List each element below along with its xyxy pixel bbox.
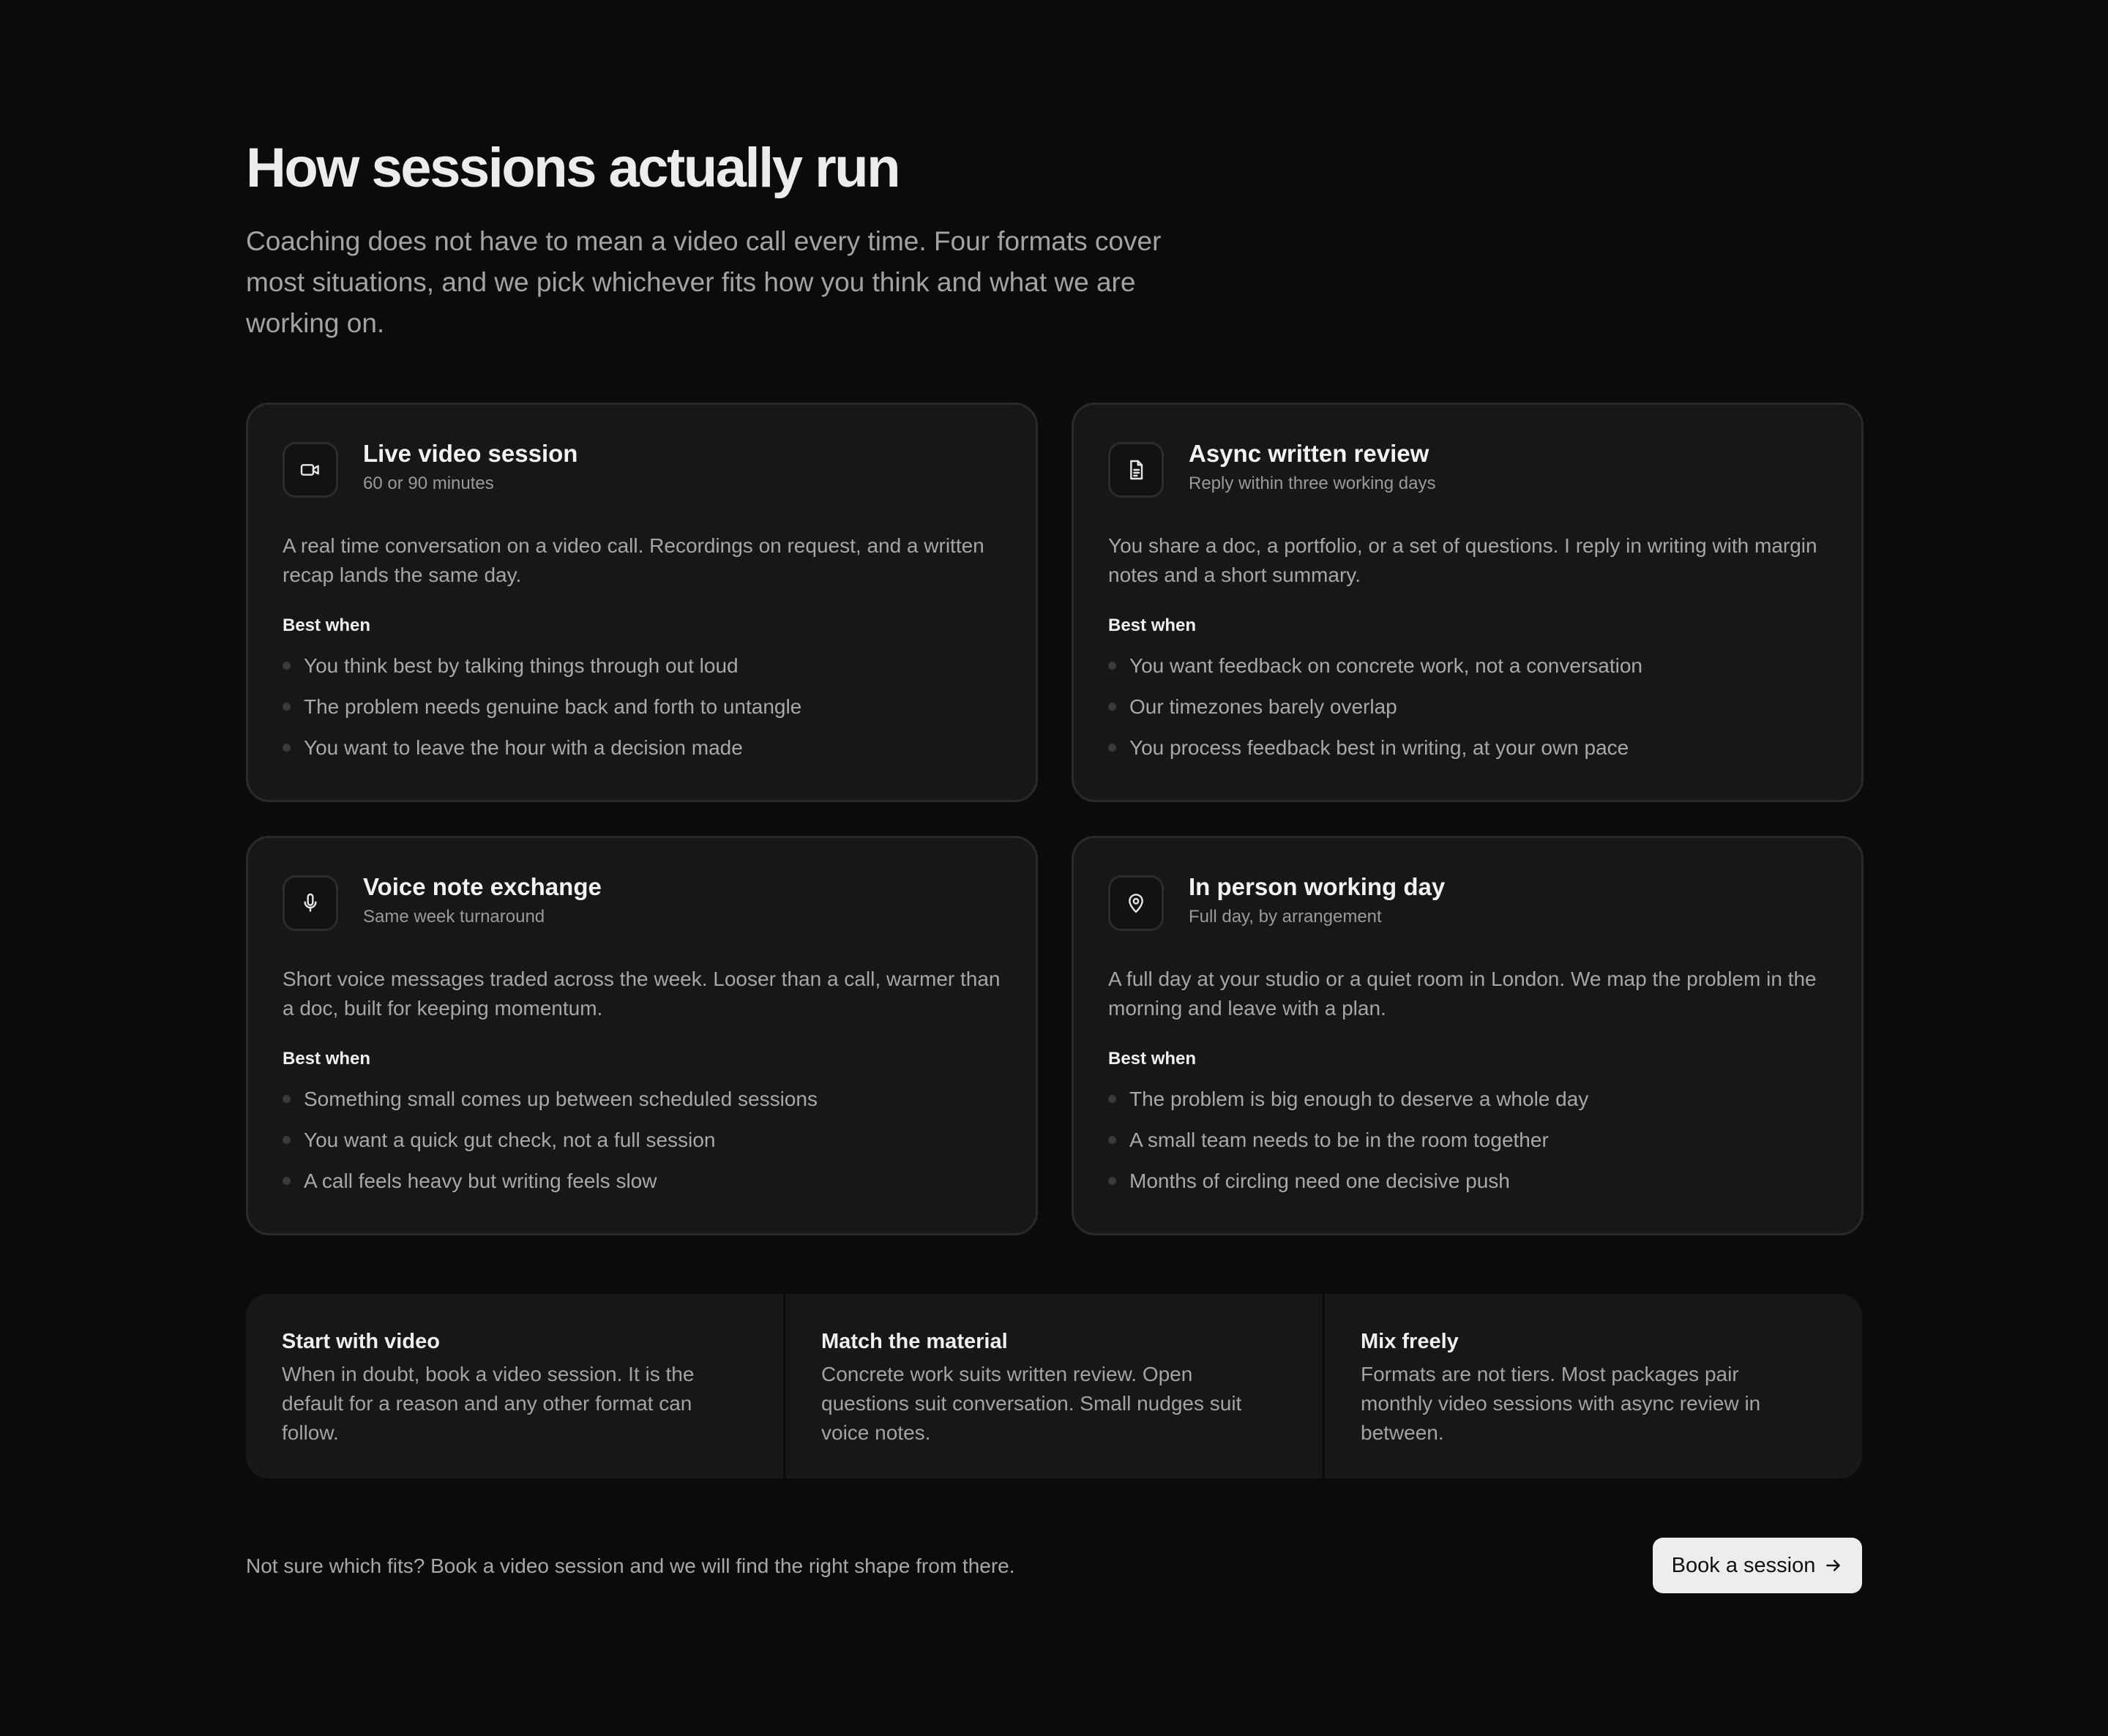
- card-header: [1108, 872, 1827, 937]
- tip-match-the-material: [783, 1294, 1323, 1478]
- tip-title: Start with video: [282, 1330, 440, 1353]
- list-item: Our timezones barely overlap: [1108, 686, 1827, 727]
- card-heading: [363, 872, 602, 929]
- format-card-in-person: [1072, 836, 1864, 1235]
- list-item: You think best by talking things through out loud: [283, 646, 1001, 686]
- format-card-live-video: [246, 403, 1038, 802]
- list-item: The problem needs genuine back and forth to untangle: [283, 686, 1001, 727]
- card-subtitle: Reply within three working days: [1189, 474, 1436, 493]
- tip-start-with-video: [246, 1294, 783, 1478]
- card-title: Voice note exchange: [363, 873, 602, 900]
- microphone-icon: [283, 875, 338, 931]
- list-item: You process feedback best in writing, at your own pace: [1108, 727, 1827, 768]
- list-item: Months of circling need one decisive push: [1108, 1161, 1827, 1202]
- card-description: A full day at your studio or a quiet room in London. We map the problem in the morning and leave with a plan.: [1108, 968, 1817, 1019]
- card-description: You share a doc, a portfolio, or a set of questions. I reply in writing with margin notes and a short summary.: [1108, 534, 1817, 586]
- format-card-voice-note: [246, 836, 1038, 1235]
- card-description: Short voice messages traded across the week. Looser than a call, warmer than a doc, built for keeping momentum.: [283, 968, 1001, 1019]
- format-card-async-written: [1072, 403, 1864, 802]
- list-item: You want feedback on concrete work, not a conversation: [1108, 646, 1827, 686]
- card-title: Live video session: [363, 440, 578, 467]
- card-title: Async written review: [1189, 440, 1429, 467]
- footer-note: Not sure which fits? Book a video session and we will find the right shape from there.: [246, 1554, 1015, 1577]
- intro-paragraph: Coaching does not have to mean a video call every time. Four formats cover most situations, and we pick whichever fits how you think and what we are working on.: [246, 226, 1162, 338]
- arrow-right-icon: [1824, 1556, 1843, 1575]
- best-when-label: Best when: [283, 1049, 371, 1069]
- tip-title: Mix freely: [1361, 1330, 1459, 1353]
- card-subtitle: Same week turnaround: [363, 907, 545, 927]
- list-item: The problem is big enough to deserve a whole day: [1108, 1079, 1827, 1120]
- list-item: A call feels heavy but writing feels slow: [283, 1161, 1001, 1202]
- video-camera-icon: [283, 442, 338, 498]
- card-subtitle: Full day, by arrangement: [1189, 907, 1382, 927]
- best-when-list: [283, 1079, 1001, 1202]
- card-header: [283, 872, 1001, 937]
- page-title: How sessions actually run: [246, 137, 900, 199]
- best-when-label: Best when: [1108, 616, 1197, 635]
- tip-title: Match the material: [821, 1330, 1008, 1353]
- card-title: In person working day: [1189, 873, 1446, 900]
- best-when-list: [1108, 1079, 1827, 1202]
- guidance-panel: [246, 1294, 1862, 1478]
- format-cards-grid: [246, 403, 1862, 1235]
- card-heading: [363, 439, 578, 496]
- card-subtitle: 60 or 90 minutes: [363, 474, 494, 493]
- best-when-list: [1108, 646, 1827, 768]
- card-header: [1108, 439, 1827, 504]
- map-pin-icon: [1108, 875, 1164, 931]
- card-header: [283, 439, 1001, 504]
- list-item: You want to leave the hour with a decision made: [283, 727, 1001, 768]
- book-session-label: Book a session: [1671, 1553, 1816, 1577]
- best-when-label: Best when: [283, 616, 371, 635]
- tip-text: When in doubt, book a video session. It is the default for a reason and any other format can follow.: [282, 1363, 695, 1444]
- card-description: A real time conversation on a video call. Recordings on request, and a written recap lands the same day.: [283, 534, 984, 586]
- tip-text: Concrete work suits written review. Open questions suit conversation. Small nudges suit voice notes.: [821, 1363, 1242, 1444]
- best-when-list: [283, 646, 1001, 768]
- list-item: Something small comes up between scheduled sessions: [283, 1079, 1001, 1120]
- book-session-button[interactable]: [1653, 1538, 1862, 1593]
- card-heading: [1189, 872, 1445, 929]
- list-item: A small team needs to be in the room together: [1108, 1120, 1827, 1161]
- tip-text: Formats are not tiers. Most packages pair monthly video sessions with async review in between.: [1361, 1363, 1761, 1444]
- card-heading: [1189, 439, 1436, 496]
- document-icon: [1108, 442, 1164, 498]
- list-item: You want a quick gut check, not a full session: [283, 1120, 1001, 1161]
- best-when-label: Best when: [1108, 1049, 1197, 1069]
- tip-mix-freely: [1323, 1294, 1862, 1478]
